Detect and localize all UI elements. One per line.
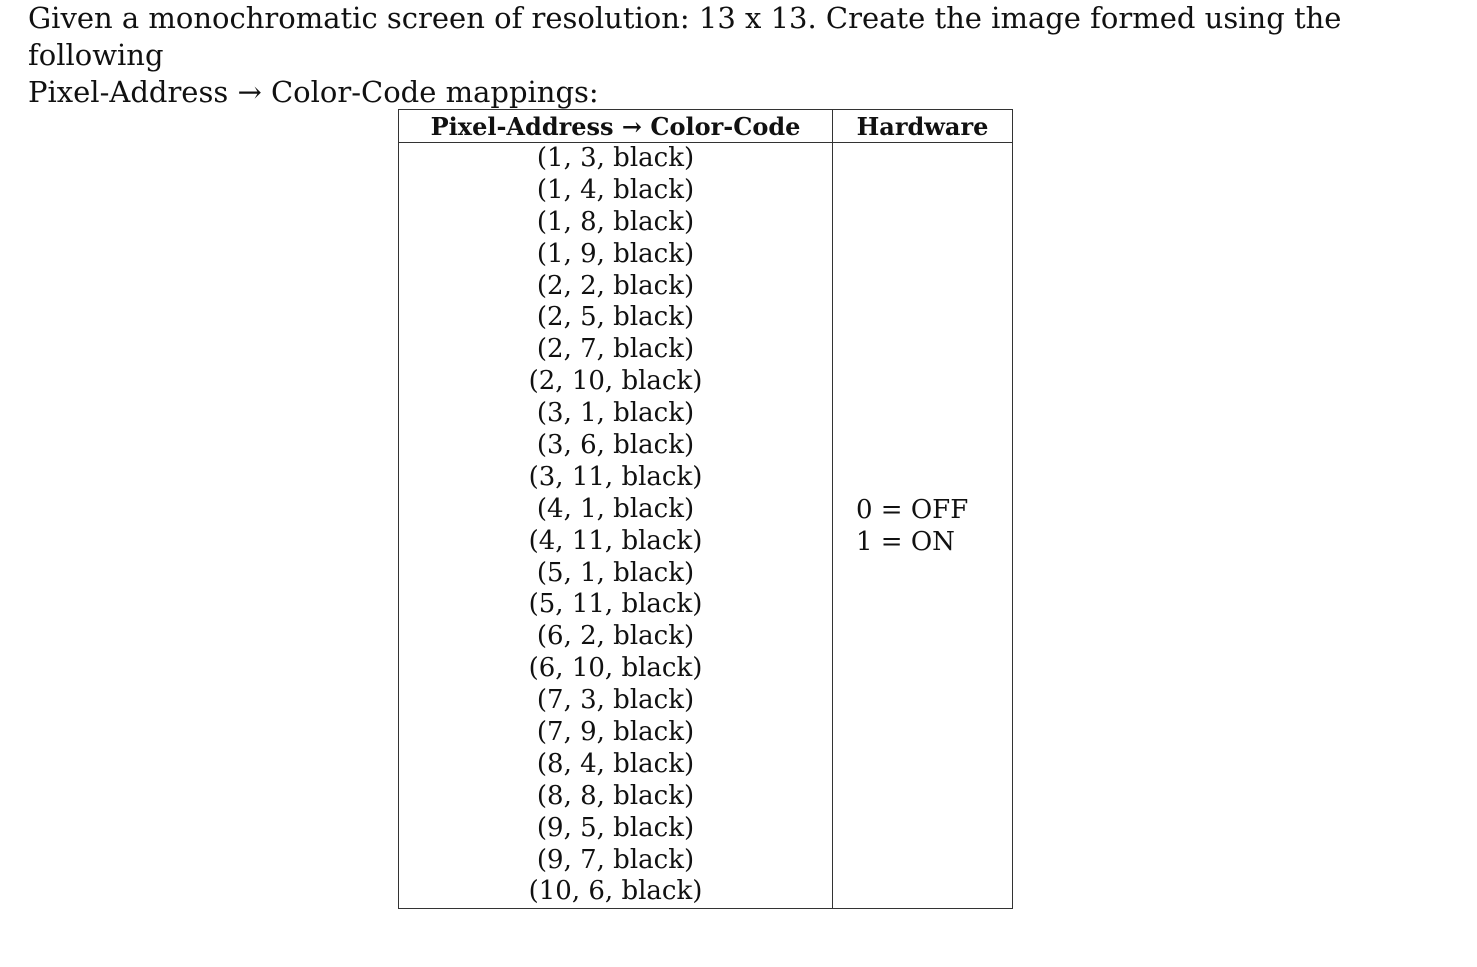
mapping-row: (3, 11, black): [528, 461, 703, 492]
mapping-row: (1, 3, black): [536, 143, 695, 173]
question-line-2: Pixel-Address → Color-Code mappings:: [28, 75, 599, 109]
mapping-row: (2, 10, black): [528, 366, 703, 397]
mapping-row: (3, 6, black): [536, 430, 695, 461]
mapping-row: (7, 9, black): [536, 717, 695, 748]
mapping-row: (2, 7, black): [536, 334, 695, 365]
mapping-row: (1, 4, black): [536, 174, 695, 205]
mapping-row: (10, 6, black): [528, 876, 703, 907]
mapping-row: (4, 11, black): [528, 525, 703, 556]
mapping-row: (5, 1, black): [536, 557, 695, 588]
mapping-row: (4, 1, black): [536, 493, 695, 524]
mapping-row: (9, 7, black): [536, 844, 695, 875]
mapping-row: (9, 5, black): [536, 812, 695, 843]
header-hardware: Hardware: [833, 110, 1013, 143]
header-mapping: Pixel-Address → Color-Code: [399, 110, 833, 143]
mapping-row: (2, 5, black): [536, 302, 695, 333]
mapping-row: (3, 1, black): [536, 398, 695, 429]
mapping-row: (1, 9, black): [536, 238, 695, 269]
hardware-legend: [833, 143, 1013, 909]
mapping-row: (1, 8, black): [536, 206, 695, 237]
table-header-row: [399, 110, 1013, 143]
mapping-row: (6, 10, black): [528, 653, 703, 684]
pixel-mapping-table: [398, 109, 1013, 909]
question-text: [28, 0, 1458, 111]
mapping-row: (8, 4, black): [536, 748, 695, 779]
hardware-off-label: 0 = OFF: [856, 494, 969, 525]
question-line-1: Given a monochromatic screen of resolution: 13 x 13. Create the image formed using the following: [28, 1, 1342, 72]
mapping-row: (7, 3, black): [536, 685, 695, 716]
mapping-row: (5, 11, black): [528, 589, 703, 620]
mapping-row: (8, 8, black): [536, 780, 695, 811]
hardware-on-label: 1 = ON: [856, 526, 955, 557]
mapping-row: (2, 2, black): [536, 270, 695, 301]
mapping-row: (6, 2, black): [536, 621, 695, 652]
mapping-list: [399, 143, 833, 909]
table-body-row: [399, 143, 1013, 909]
